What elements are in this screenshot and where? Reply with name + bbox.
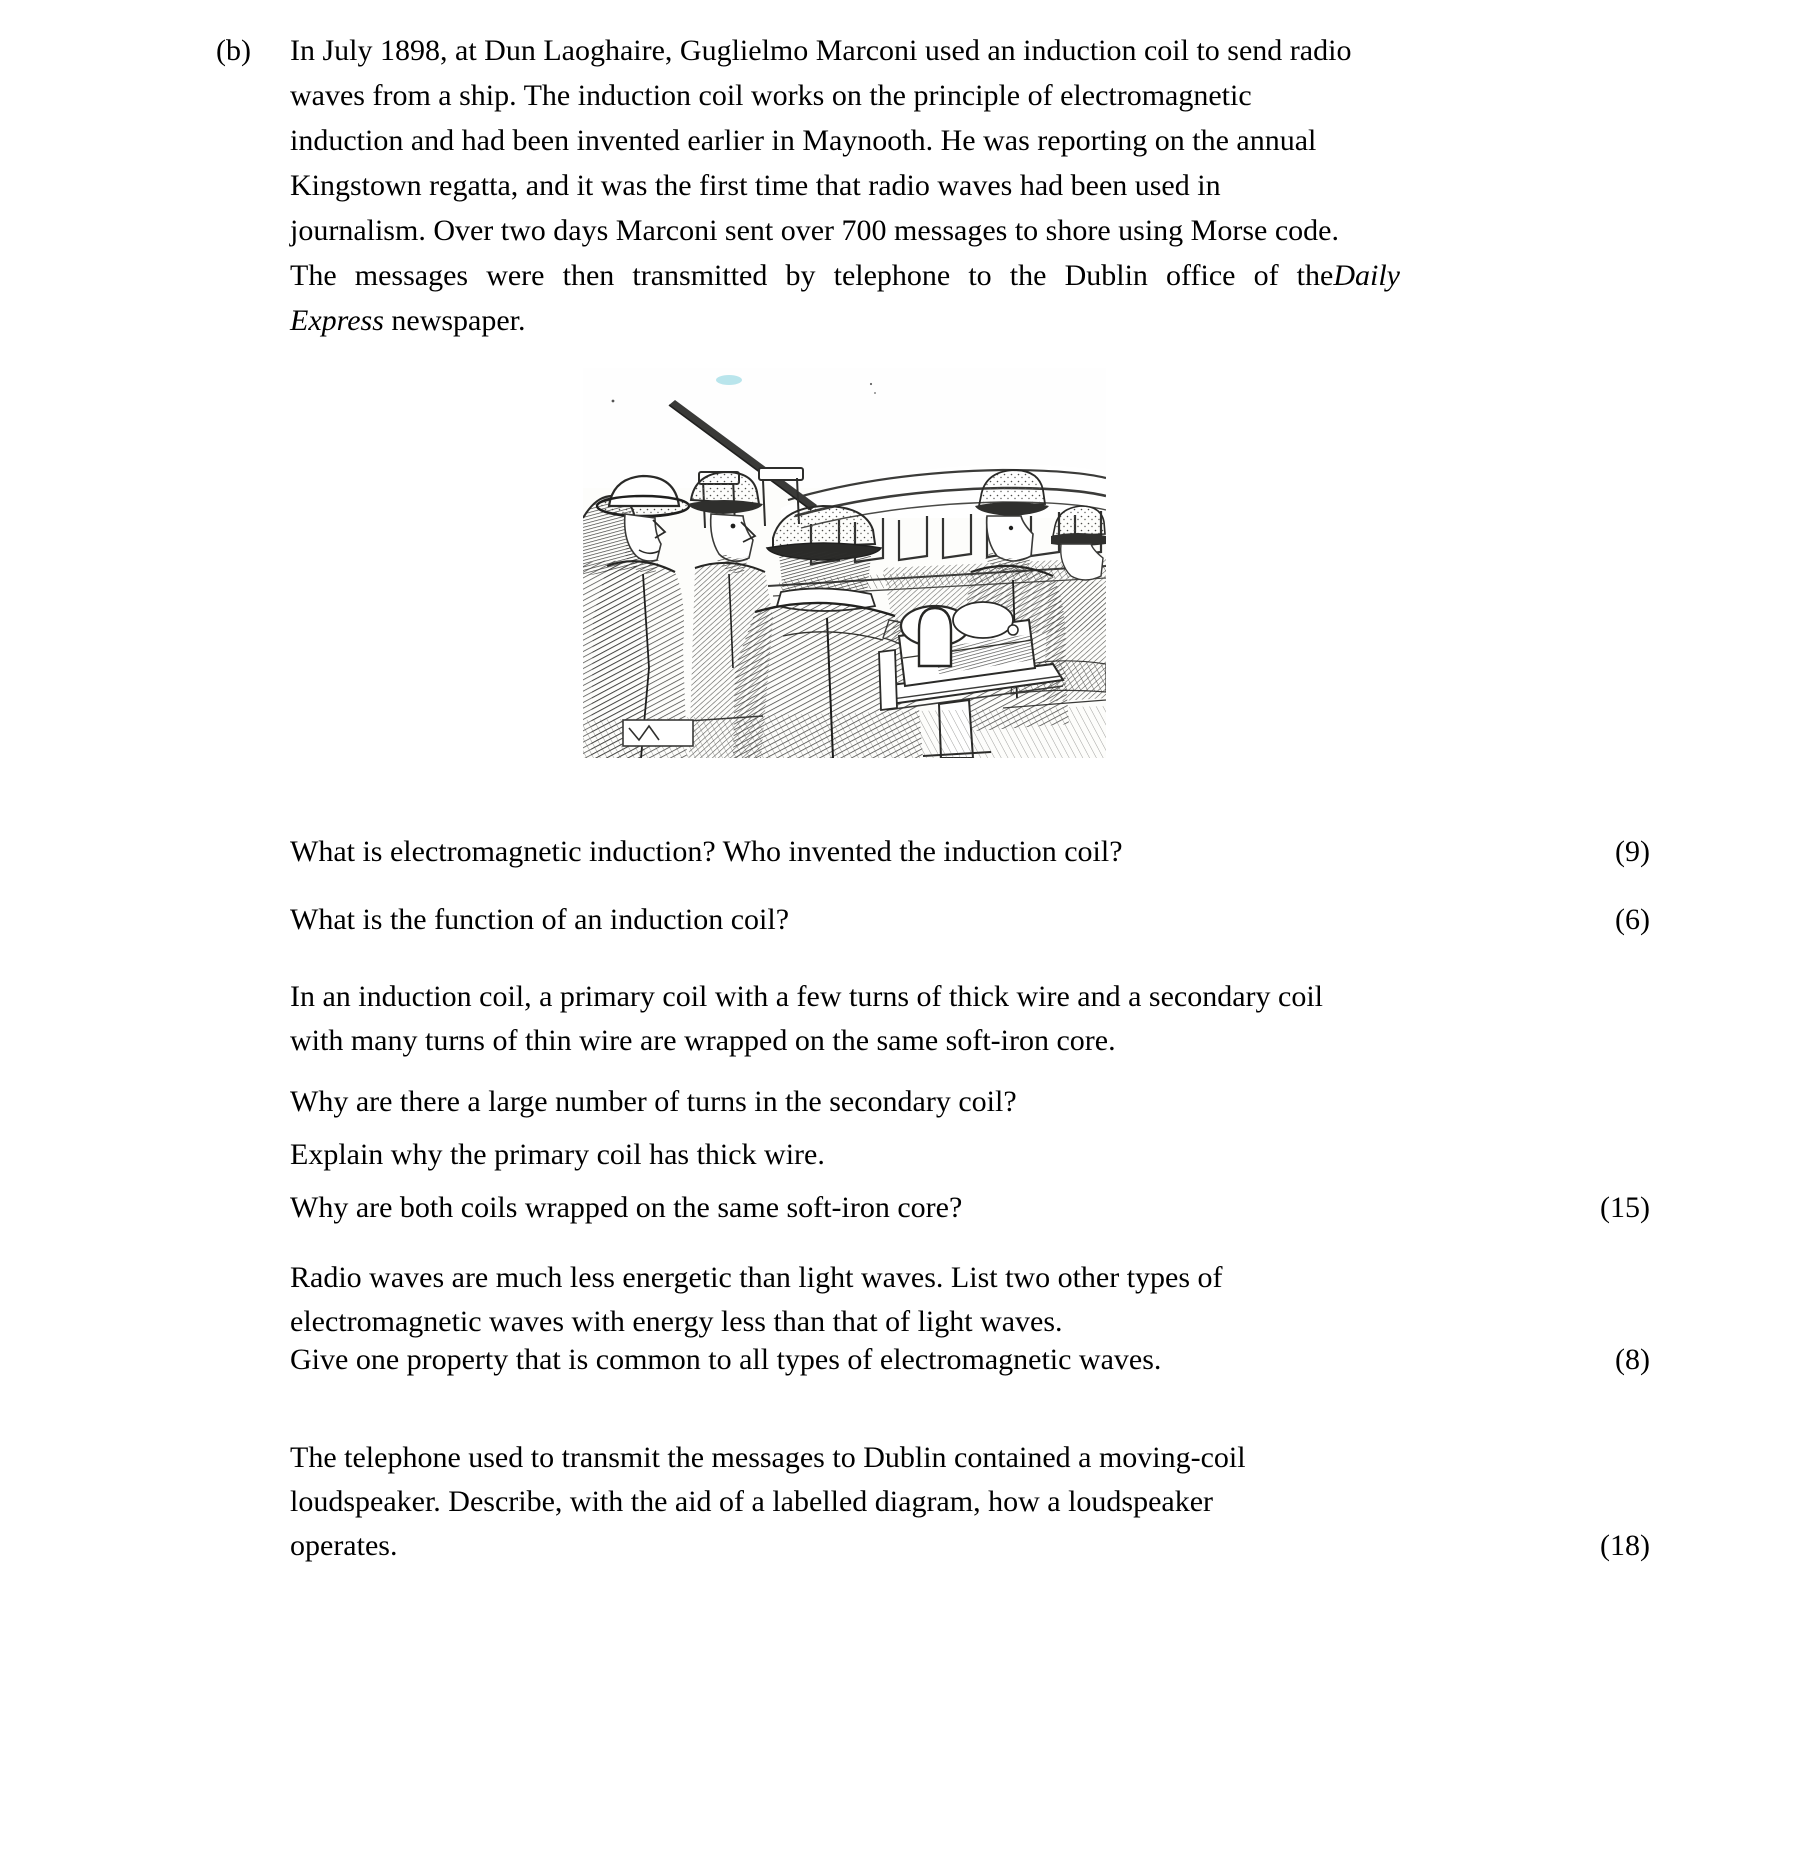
stem-line: with many turns of thin wire are wrapped on the same soft-iron core. [290,1024,1116,1057]
stem-line: In an induction coil, a primary coil with a few turns of thick wire and a secondary coil [290,980,1324,1013]
question-text: What is the function of an induction coil? [290,903,790,936]
question-text: Give one property that is common to all types of electromagnetic waves. [290,1343,1162,1376]
question-4 [290,1133,1650,1177]
question-6 [290,1256,1650,1344]
paragraph-line: induction and had been invented earlier in Maynooth. He was reporting on the annual [290,124,1317,157]
paragraph-line-text: The messages were then transmitted by telephone to the Dublin office of the [290,259,1334,292]
question-line: The telephone used to transmit the messages to Dublin contained a moving-coil [290,1441,1246,1474]
paragraph-tail: newspaper. [383,304,526,337]
part-label: (b) [216,34,251,67]
question-marks: (8) [1615,1343,1650,1376]
question-3 [290,1080,1650,1124]
paragraph-last-line [290,298,1400,343]
question-text: Explain why the primary coil has thick wire. [290,1138,825,1171]
question-line: Radio waves are much less energetic than light waves. List two other types of [290,1261,1223,1294]
question-marks: (9) [1615,835,1650,868]
question-marks: (15) [1600,1191,1650,1224]
question-7 [290,1338,1650,1382]
paragraph-line: journalism. Over two days Marconi sent over 700 messages to shore using Morse code. [290,214,1339,247]
paragraph-line: waves from a ship. The induction coil works on the principle of electromagnetic [290,79,1252,112]
newspaper-name-part1: Daily [1333,259,1400,292]
question-5 [290,1186,1650,1230]
paragraph-line-with-italic [290,253,1400,298]
question-line: loudspeaker. Describe, with the aid of a labelled diagram, how a loudspeaker [290,1485,1214,1518]
question-text: Why are there a large number of turns in the secondary coil? [290,1085,1017,1118]
question-1 [290,830,1650,874]
question-marks: (18) [1600,1529,1650,1562]
question-marks: (6) [1615,903,1650,936]
question-2 [290,898,1650,942]
marconi-ship-illustration [583,368,1106,758]
question-text: Why are both coils wrapped on the same soft-iron core? [290,1191,963,1224]
part-b-paragraph [290,28,1400,343]
part-b-block [0,28,1818,343]
illustration-svg [583,368,1106,758]
paragraph-line: In July 1898, at Dun Laoghaire, Guglielmo Marconi used an induction coil to send radio [290,34,1352,67]
question-line: electromagnetic waves with energy less than that of light waves. [290,1305,1063,1338]
newspaper-name-part2: Express [290,304,384,337]
question-text: What is electromagnetic induction? Who invented the induction coil? [290,835,1123,868]
question-line: operates. [290,1529,398,1562]
stem-paragraph-1 [290,975,1650,1063]
paragraph-line: Kingstown regatta, and it was the first time that radio waves had been used in [290,169,1221,202]
question-8 [290,1436,1650,1568]
